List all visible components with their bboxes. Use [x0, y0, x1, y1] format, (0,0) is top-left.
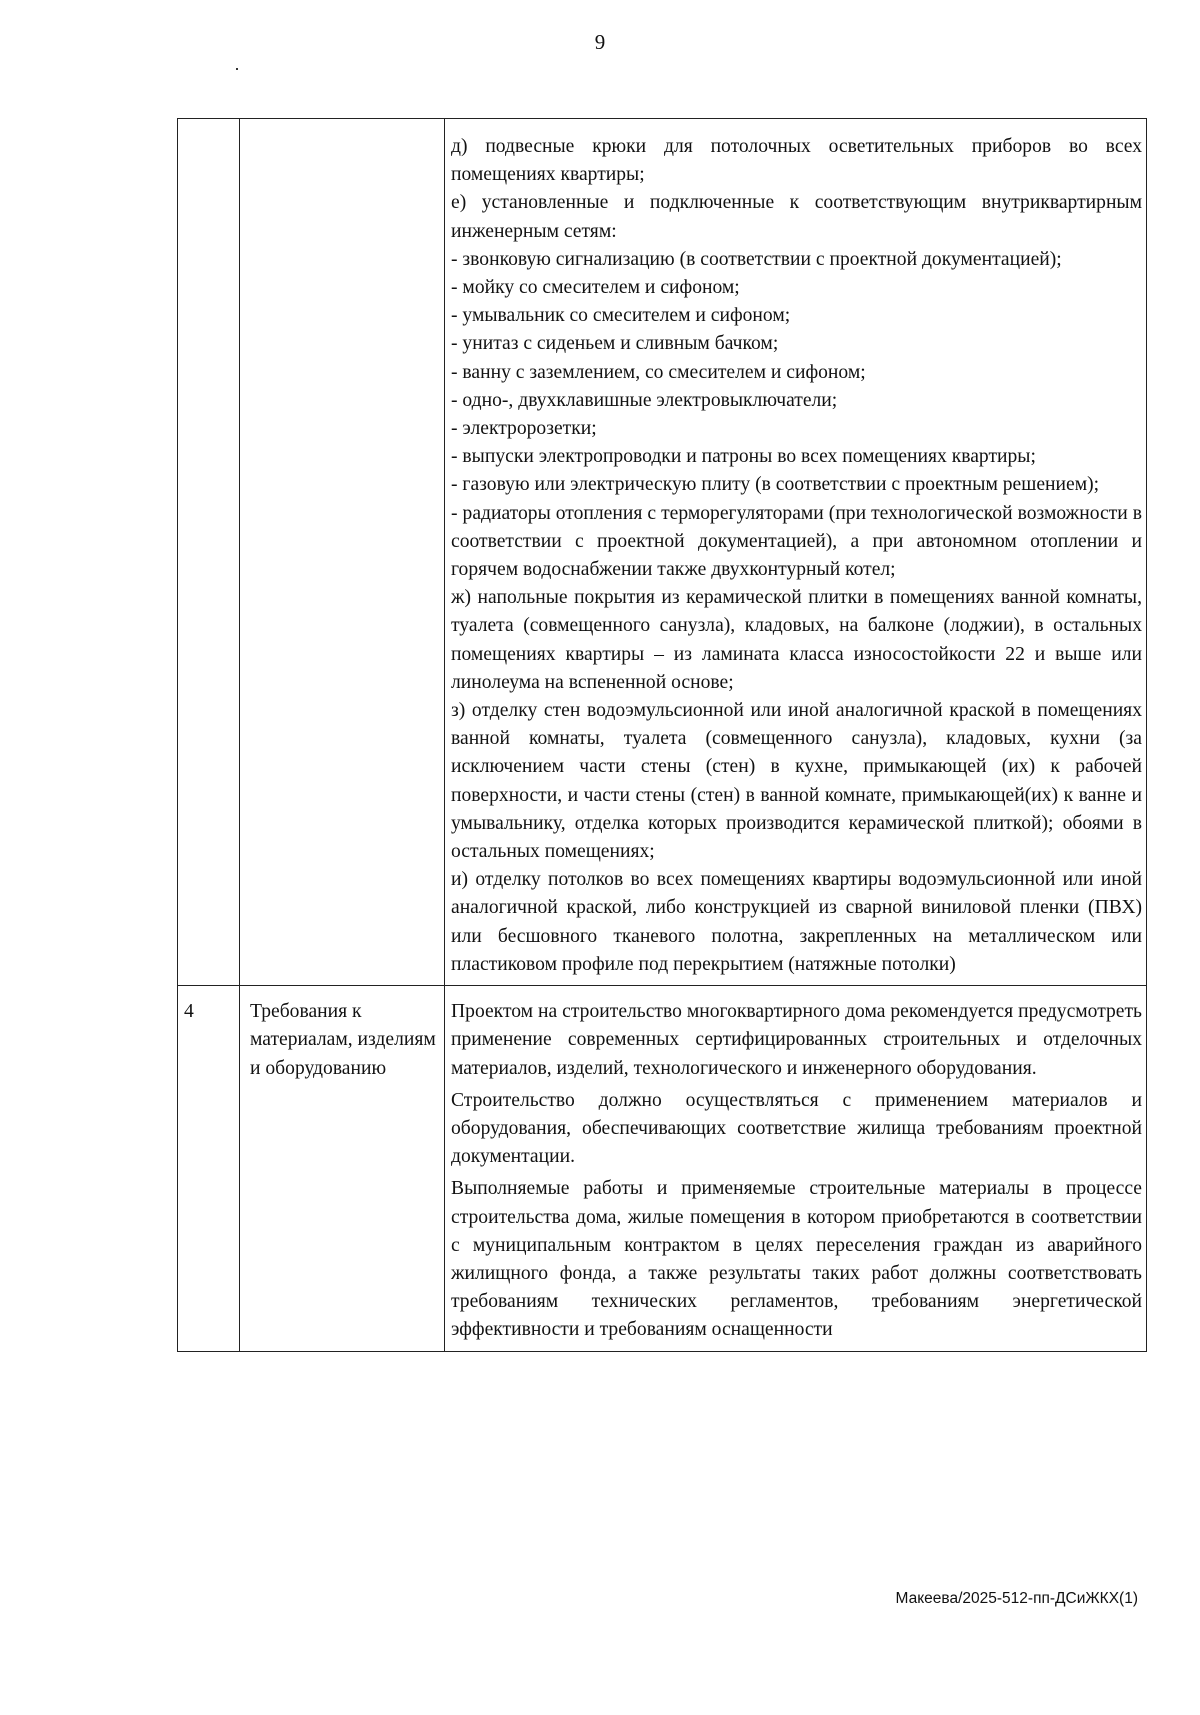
list-item: ж) напольные покрытия из керамической плитки в помещениях ванной комнаты, туалета (совмещенного санузла), кладовых, на балконе (лоджии), в остальных помещениях квартиры – из ламината класса износостойкости 22 и выше или линолеума на вспененной основе; — [451, 587, 1142, 693]
row-number-cell — [178, 119, 240, 986]
document-reference: Макеева/2025-512-пп-ДСиЖКХ(1) — [895, 1590, 1138, 1607]
row-label-cell — [240, 119, 445, 986]
requirements-table — [177, 118, 1147, 1352]
row-label-cell: Требования к материалам, изделиям и оборудованию — [240, 986, 445, 1351]
list-item: е) установленные и подключенные к соответствующим внутриквартирным инженерным сетям: — [451, 192, 1142, 242]
row-number-cell: 4 — [178, 986, 240, 1351]
page-number: 9 — [594, 30, 606, 54]
paragraph: Проектом на строительство многоквартирного дома рекомендуется предусмотреть применение современных сертифицированных строительных и отделочных материалов, изделий, технологического и инженерного оборудования. — [451, 1001, 1142, 1079]
list-item: - звонковую сигнализацию (в соответствии с проектной документацией); — [451, 248, 1062, 270]
list-item: - газовую или электрическую плиту (в соответствии с проектным решением); — [451, 474, 1100, 496]
paragraph: Строительство должно осуществляться с применением материалов и оборудования, обеспечивающих соответствие жилища требованиям проектной документации. — [451, 1089, 1142, 1168]
list-item: - радиаторы отопления с терморегуляторами (при технологической возможности в соответствии с проектной документацией), а при автономном отоплении и горячем водоснабжении также двухконтурный котел; — [451, 502, 1142, 581]
table-row — [178, 986, 1147, 1351]
paragraph: Выполняемые работы и применяемые строительные материалы в процессе строительства дома, жилые помещения в котором приобретаются в соответствии с муниципальным контрактом в целях переселения граждан из аварийного жилищного фонда, а также результаты таких работ должны соответствовать требованиям технических регламентов, требованиям энергетической эффективности и требованиям оснащенности — [451, 1178, 1142, 1341]
list-item: - умывальник со смесителем и сифоном; — [451, 305, 791, 327]
table-row — [178, 119, 1147, 986]
list-item: - электророзетки; — [451, 418, 597, 440]
row-content-cell — [445, 119, 1147, 986]
list-item: - мойку со смесителем и сифоном; — [451, 277, 740, 299]
list-item: - одно-, двухклавишные электровыключатели; — [451, 389, 838, 411]
list-item: и) отделку потолков во всех помещениях квартиры водоэмульсионной или иной аналогичной краской, либо конструкцией из сварной виниловой пленки (ПВХ) или бесшовного тканевого полотна, закрепленных на металлическом или пластиковом профиле под перекрытием (натяжные потолки) — [451, 869, 1142, 975]
list-item: з) отделку стен водоэмульсионной или иной аналогичной краской в помещениях ванной комнаты, туалета (совмещенного санузла), кладовых, кухни (за исключением части стены (стен) в кухне, примыкающей (их) к рабочей поверхности, и части стены (стен) в ванной комнате, примыкающей(их) к ванне и умывальнику, отделка которых производится керамической плиткой); обоями в остальных помещениях; — [451, 700, 1142, 863]
list-item: - ванну с заземлением, со смесителем и сифоном; — [451, 361, 866, 383]
scan-dot — [236, 68, 238, 70]
list-item: - выпуски электропроводки и патроны во всех помещениях квартиры; — [451, 446, 1036, 468]
list-item: - унитаз с сиденьем и сливным бачком; — [451, 333, 779, 355]
row-content-cell — [445, 986, 1147, 1351]
list-item: д) подвесные крюки для потолочных осветительных приборов во всех помещениях квартиры; — [451, 136, 1142, 186]
